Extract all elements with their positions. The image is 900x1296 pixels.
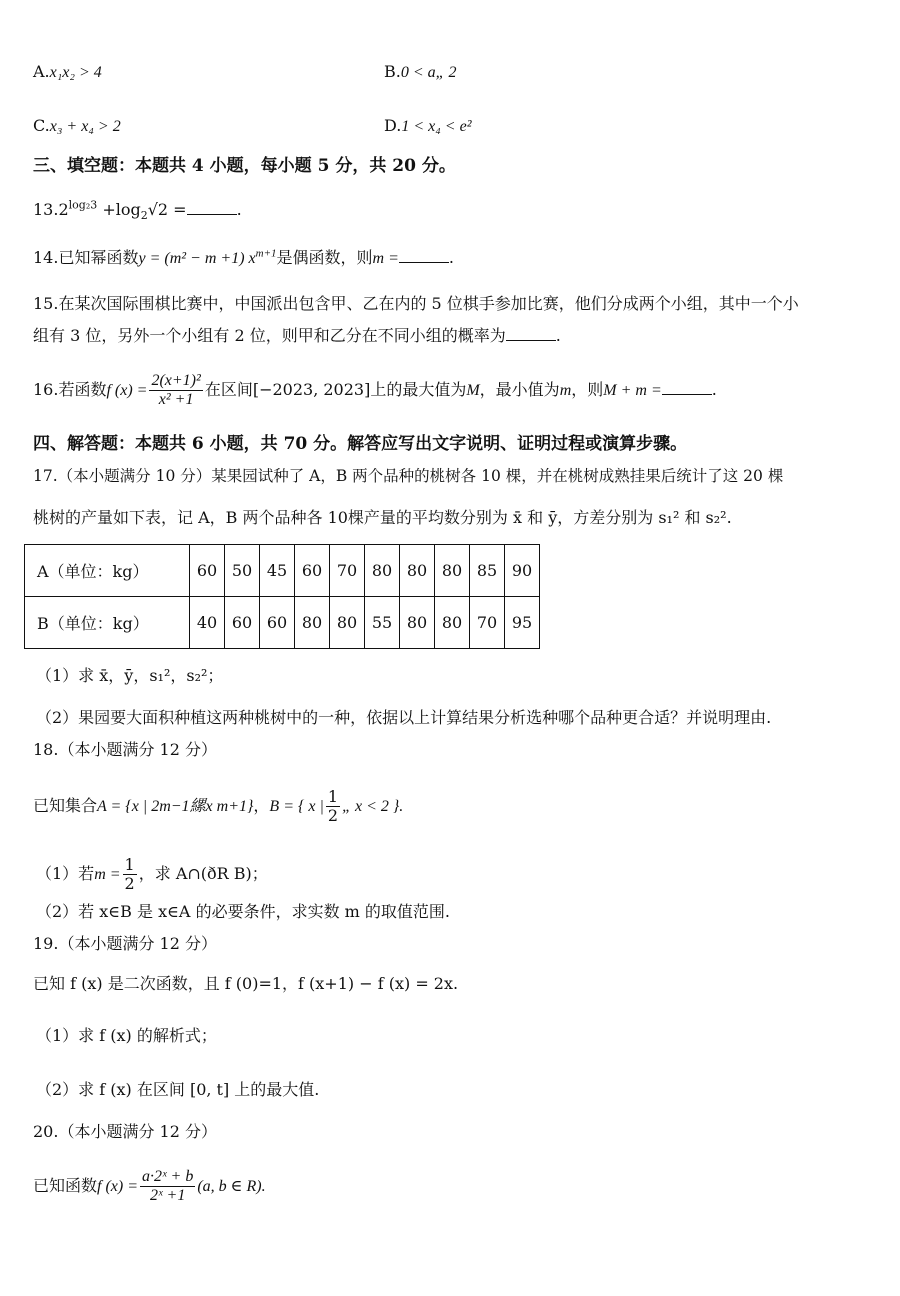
table-cell: 85 xyxy=(470,545,505,597)
q20-fx: f (x) = xyxy=(97,1178,139,1195)
table-cell: 55 xyxy=(365,597,400,649)
q16-denominator: x² +1 xyxy=(158,391,194,408)
table-cell: 80 xyxy=(330,597,365,649)
q18-sub1-num: 1 xyxy=(124,855,135,874)
table-cell: 70 xyxy=(330,545,365,597)
q17-sub2: （2）果园要大面积种植这两种桃树中的一种，依据以上计算结果分析选种哪个品种更合适？并说明理由. xyxy=(36,708,772,727)
table-cell: 80 xyxy=(435,597,470,649)
table-cell: 70 xyxy=(470,597,505,649)
option-d-math: 1 < x₄ < e² xyxy=(401,118,472,135)
q15-answer-blank[interactable] xyxy=(506,326,556,341)
q18-sub1-var: m = xyxy=(94,866,121,883)
q18-sets xyxy=(33,788,403,825)
q15-period: . xyxy=(555,326,561,345)
option-d-label: D. xyxy=(384,116,402,135)
q14-answer-blank[interactable] xyxy=(399,248,449,263)
q18-sub1-prefix: （1）若 xyxy=(36,864,95,883)
table-cell: 80 xyxy=(295,597,330,649)
q16-answer-blank[interactable] xyxy=(662,380,712,395)
q18-set-a: A = {x | 2m−1縲x m+1} xyxy=(97,798,254,815)
q13-answer-blank[interactable] xyxy=(187,200,237,215)
table-cell: 50 xyxy=(225,545,260,597)
question-16 xyxy=(33,372,717,409)
option-c-math: x₃ + x₄ > 2 xyxy=(49,118,121,135)
q19-line: 已知 f (x) 是二次函数，且 f (0)=1，f (x+1) − f (x) = 2x. xyxy=(33,974,459,993)
option-c-label: C. xyxy=(33,116,50,135)
row-header-a: A（单位：kg） xyxy=(25,545,190,597)
table-cell: 60 xyxy=(225,597,260,649)
q14-formula: y = (m² − m +1) x xyxy=(138,250,256,267)
q18-sub1 xyxy=(36,856,268,893)
q13-log: +log xyxy=(97,200,141,219)
table-cell: 60 xyxy=(295,545,330,597)
q18-comma: ， xyxy=(253,796,270,815)
q16-m: m xyxy=(559,382,572,399)
q14-number: 14. xyxy=(33,248,59,267)
table-cell: 95 xyxy=(505,597,540,649)
q18-half-den: 2 xyxy=(327,806,339,825)
q16-sum: M + m = xyxy=(603,382,662,399)
q18-prefix: 已知集合 xyxy=(33,796,98,815)
option-a xyxy=(33,60,102,85)
option-b-math: 0 < a„ 2 xyxy=(400,64,457,81)
q13-exponent: log₂3 xyxy=(68,198,98,212)
option-b xyxy=(384,60,457,85)
q16-min-label: ，最小值为 xyxy=(479,380,560,399)
q20-function xyxy=(33,1168,266,1205)
table-cell: 40 xyxy=(190,597,225,649)
question-13: $13.2^{log_23} +\log_2√2$ = . xyxy=(33,198,242,223)
table-row xyxy=(25,545,540,597)
q20-domain: (a, b ∈ R). xyxy=(197,1178,266,1195)
q16-M: M xyxy=(466,382,480,399)
table-cell: 60 xyxy=(260,597,295,649)
q18-sub1-suffix: ，求 A∩(ðR B)； xyxy=(138,864,268,883)
section4-heading: 四、解答题：本题共 6 小题，共 70 分。解答应写出文字说明、证明过程或演算步骤。 xyxy=(33,434,688,454)
q13-number: 13. xyxy=(33,200,59,219)
q18-set-b-start: B = { x | xyxy=(269,798,324,815)
table-cell: 80 xyxy=(400,597,435,649)
q17-sub1: （1）求 x̄，ȳ，s₁²，s₂²； xyxy=(36,666,224,685)
section3-heading: 三、填空题：本题共 4 小题，每小题 5 分，共 20 分。 xyxy=(33,156,456,176)
q15-line2 xyxy=(33,324,561,348)
q16-function: f (x) = xyxy=(106,382,148,399)
table-cell: 45 xyxy=(260,545,295,597)
q13-sqrt: √2 = xyxy=(147,200,187,219)
q15-line2-text: 组有 3 位，另外一个小组有 2 位，则甲和乙分在不同小组的概率为 xyxy=(33,326,506,345)
q19-sub1: （1）求 f (x) 的解析式； xyxy=(36,1026,217,1045)
q18-sub1-den: 2 xyxy=(124,874,135,893)
q20-denominator: 2ˣ +1 xyxy=(150,1187,186,1204)
row-header-b: B（单位：kg） xyxy=(25,597,190,649)
table-cell: 90 xyxy=(505,545,540,597)
q16-interval: [−2023, 2023] xyxy=(252,380,371,399)
q14-exponent: m+1 xyxy=(255,247,277,260)
q18-sub2: （2）若 x∈B 是 x∈A 的必要条件，求实数 m 的取值范围. xyxy=(36,902,451,921)
q16-then: ，则 xyxy=(571,380,604,399)
table-cell: 80 xyxy=(400,545,435,597)
q16-fraction xyxy=(149,372,202,409)
q20-head: 20.（本小题满分 12 分） xyxy=(33,1122,217,1141)
table-cell: 80 xyxy=(365,545,400,597)
yield-table xyxy=(24,544,540,649)
q13-period: . xyxy=(236,200,242,219)
option-b-label: B. xyxy=(384,62,401,81)
q18-head: 18.（本小题满分 12 分） xyxy=(33,740,217,759)
q18-sub1-fraction xyxy=(123,856,137,893)
q20-fraction xyxy=(140,1168,195,1205)
option-d xyxy=(384,114,472,139)
q16-interval-label: 在区间 xyxy=(204,380,253,399)
q20-prefix: 已知函数 xyxy=(33,1176,98,1195)
table-cell: 80 xyxy=(435,545,470,597)
q14-period: . xyxy=(448,248,454,267)
option-a-math: x₁x₂ > 4 xyxy=(49,64,102,81)
q18-half-num: 1 xyxy=(327,787,339,806)
question-14 xyxy=(33,246,454,271)
q14-prefix: 已知幂函数 xyxy=(58,248,139,267)
q16-prefix: 16.若函数 xyxy=(33,380,107,399)
q19-head: 19.（本小题满分 12 分） xyxy=(33,934,217,953)
q18-half-fraction xyxy=(326,788,340,825)
q16-max-label: 上的最大值为 xyxy=(370,380,467,399)
q15-line1: 15.在某次国际围棋比赛中，中国派出包含甲、乙在内的 5 位棋手参加比赛，他们分成两个小组，其中一个小 xyxy=(33,294,799,313)
q14-suffix: 是偶函数，则 xyxy=(276,248,373,267)
q14-variable: m = xyxy=(372,250,399,267)
q20-numerator: a·2ˣ + b xyxy=(142,1168,194,1185)
q17-line1: 17.（本小题满分 10 分）某果园试种了 A，B 两个品种的桃树各 10 棵，并在桃树成熟挂果后统计了这 20 棵 xyxy=(33,467,784,485)
q18-set-b-end: „ x < 2 }. xyxy=(342,798,404,815)
q17-line2: 桃树的产量如下表，记 A，B 两个品种各 10棵产量的平均数分别为 x̄ 和 ȳ，方差分别为 s₁² 和 s₂². xyxy=(33,508,732,527)
option-c xyxy=(33,114,121,139)
table-cell: 60 xyxy=(190,545,225,597)
table-row xyxy=(25,597,540,649)
q16-numerator: 2(x+1)² xyxy=(151,372,201,389)
option-a-label: A. xyxy=(33,62,50,81)
q19-sub2: （2）求 f (x) 在区间 [0, t] 上的最大值. xyxy=(36,1080,320,1099)
q16-period: . xyxy=(711,380,717,399)
